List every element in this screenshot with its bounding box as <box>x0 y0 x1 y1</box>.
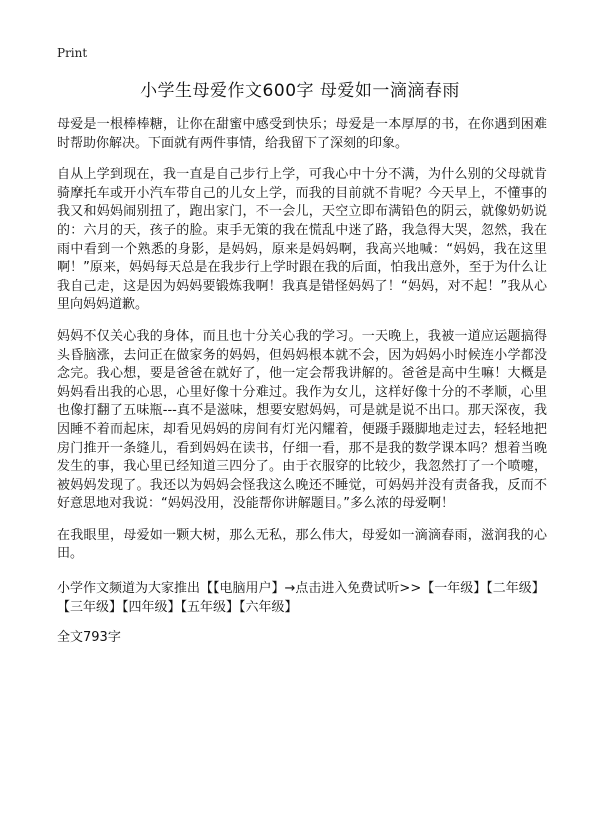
link-grade-6[interactable]: 【六年级】 <box>239 600 298 616</box>
paragraph-walking-to-school: 自从上学到现在，我一直是自己步行上学，可我心中十分不满，为什么别的父母就肯骑摩托车或开小汽车带自己的儿女上学，而我的目前就不肯呢？今天早上，不懂事的我又和妈妈闹别扭了，跑出家门，不一会儿，天空立即布满铅色的阴云，就像奶奶说的：六月的天，孩子的脸。束手无策的我在慌乱中迷了路，我急得大哭，忽然，我在雨中看到一个熟悉的身影，是妈妈，原来是妈妈啊，我高兴地喊：“妈妈，我在这里啊！”原来，妈妈每天总是在我步行上学时跟在我的后面，怕我出意外，至于为什么让我自己走，这是因为妈妈要锻炼我啊！我真是错怪妈妈了！“妈妈，对不起！”我从心里向妈妈道歉。 <box>57 167 547 313</box>
channel-links <box>57 579 547 617</box>
link-grade-1[interactable]: 【一年级】 <box>421 581 487 597</box>
article-body <box>57 116 547 647</box>
link-computer-user[interactable]: 【电脑用户】 <box>213 581 285 597</box>
paragraph-study-help: 妈妈不仅关心我的身体，而且也十分关心我的学习。一天晚上，我被一道应运题搞得头昏脑涨，去问正在做家务的妈妈，但妈妈根本就不会，因为妈妈小时候连小学都没念完。我心想，要是爸爸在就好了，他一定会帮我讲解的。爸爸是高中生嘛！大概是妈妈看出我的心思，心里好像十分难过。我作为女儿，这样好像十分的不孝顺，心里也像打翻了五味瓶---真不是滋味，想要安慰妈妈，可是就是说不出口。那天深夜，我因睡不着而起床，却看见妈妈的房间有灯光闪耀着，便蹑手蹑脚地走过去，轻轻地把房门推开一条缝儿，看到妈妈在读书，仔细一看，那不是我的数学课本吗？想着当晚发生的事，我心里已经知道三四分了。由于衣服穿的比较少，我忽然打了一个喷嚏，被妈妈发现了。我还以为妈妈会怪我这么晚还不睡觉，可妈妈并没有责备我，反而不好意思地对我说：“妈妈没用，没能帮你讲解题目。”多么浓的母爱啊！ <box>57 328 547 512</box>
paragraph-conclusion: 在我眼里，母爱如一颗大树，那么无私，那么伟大，母爱如一滴滴春雨，滋润我的心田。 <box>57 527 547 562</box>
link-free-trial[interactable]: →点击进入免费试听>> <box>284 581 422 597</box>
link-grade-5[interactable]: 【五年级】 <box>180 600 240 616</box>
link-grade-3[interactable]: 【三年级】 <box>57 600 123 616</box>
article-title: 小学生母爱作文600字 母爱如一滴滴春雨 <box>140 81 460 101</box>
print-link[interactable]: Print <box>57 46 88 60</box>
word-count: 全文793字 <box>57 630 121 646</box>
paragraph-intro: 母爱是一根棒棒糖，让你在甜蜜中感受到快乐；母爱是一本厚厚的书，在你遇到困难时帮助你解决。下面就有两件事情，给我留下了深刻的印象。 <box>57 117 547 151</box>
channel-prefix: 小学作文频道为大家推出【 <box>57 581 214 597</box>
link-grade-4[interactable]: 【四年级】 <box>122 600 181 616</box>
link-grade-2[interactable]: 【二年级】 <box>486 581 545 597</box>
